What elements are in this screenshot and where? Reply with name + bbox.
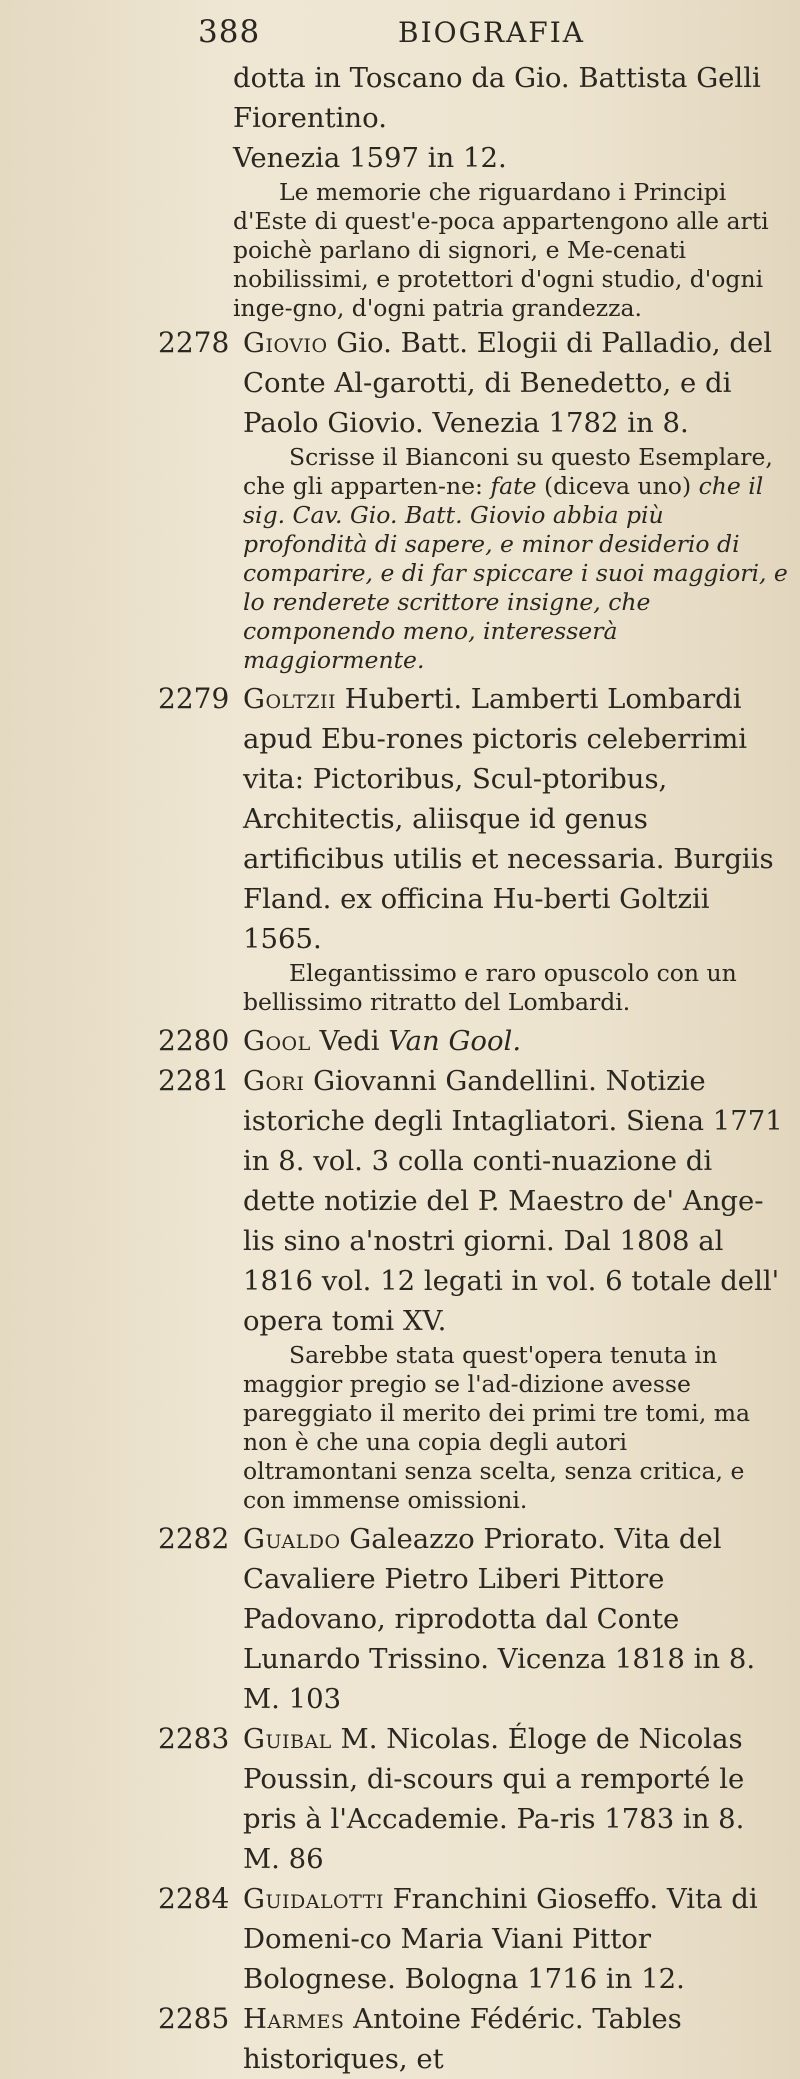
note-mid: (diceva uno)	[543, 472, 692, 500]
entry-number: 2280	[158, 1024, 230, 1057]
entry-author: Guidalotti	[243, 1883, 384, 1915]
entry-number: 2284	[158, 1882, 230, 1915]
entry-number: 2278	[158, 326, 230, 359]
catalog-entry	[0, 1021, 800, 1061]
entry-title: Huberti. Lamberti Lombardi apud Ebu-rones pictoris celeberrimi vita: Pictoribus, Scul-ptoribus, Architectis, aliisque id genus artificibus utilis et necessaria. Burgiis Fland. ex officina Hu-berti Goltzii 1565.	[243, 683, 774, 955]
entry-text	[243, 1719, 790, 1879]
running-title: BIOGRAFIA	[398, 16, 585, 49]
note-fate: fate	[490, 472, 537, 500]
catalog-entry	[0, 1061, 800, 1341]
catalog-entry	[0, 1719, 800, 1879]
entry-text	[243, 1879, 790, 1999]
page-body	[0, 58, 800, 2079]
entry-number: 2283	[158, 1722, 230, 1755]
entry-title: Gio. Batt. Elogii di Palladio, del Conte Al-garotti, di Benedetto, e di Paolo Giovio. Venezia 1782 in 8.	[243, 327, 773, 439]
entry-number: 2282	[158, 1522, 230, 1555]
note-intro: Scrisse il Bianconi su questo Esemplare, che gli apparten-ne:	[243, 443, 773, 500]
entry-text	[243, 679, 790, 959]
entry-text	[243, 1999, 790, 2079]
entry-author: Giovio	[243, 327, 328, 359]
entry-title: Giovanni Gandellini. Notizie istoriche degli Intagliatori. Siena 1771 in 8. vol. 3 colla conti-nuazione di dette notizie del P. Maestro de' Ange-lis sino a'nostri giorni. Dal 1808 al 1816 vol. 12 legati in vol. 6 totale dell' opera tomi XV.	[243, 1065, 783, 1337]
entry-title: Franchini Gioseffo. Vita di Domeni-co Maria Viani Pittor Bolognese. Bologna 1716 in 12.	[243, 1883, 758, 1995]
entry-text	[243, 1061, 790, 1341]
entry-author: Gualdo	[243, 1523, 341, 1555]
page-header	[0, 14, 800, 54]
entry-text	[243, 1519, 790, 1719]
entry-number: 2285	[158, 2002, 230, 2035]
entry-author: Goltzii	[243, 683, 336, 715]
continuation-line: dotta in Toscano da Gio. Battista Gelli Fiorentino.	[233, 62, 761, 134]
entry-title-italic: Van Gool.	[388, 1025, 522, 1057]
entry-text	[243, 323, 790, 443]
entry-note: Elegantissimo e raro opuscolo con un bellissimo ritratto del Lombardi.	[243, 959, 737, 1016]
entry-number: 2281	[158, 1064, 230, 1097]
entry-title: Antoine Fédéric. Tables historiques, et	[243, 2003, 682, 2075]
entry-title: Vedi	[319, 1025, 380, 1057]
entry-author: Gori	[243, 1065, 305, 1097]
entry-text	[243, 1021, 790, 1061]
continuation-line: Venezia 1597 in 12.	[233, 142, 507, 174]
catalog-entry	[0, 1519, 800, 1719]
entry-author: Guibal	[243, 1723, 332, 1755]
catalog-entry	[0, 679, 800, 959]
entry-note: Le memorie che riguardano i Principi d'Este di quest'e-poca appartengono alle arti poichè parlano di signori, e Me-cenati nobilissimi, e protettori d'ogni studio, d'ogni inge-gno, d'ogni patria grandezza.	[233, 178, 769, 322]
entry-title: M. Nicolas. Éloge de Nicolas Poussin, di-scours qui a remporté le pris à l'Accademie. Pa-ris 1783 in 8. M. 86	[243, 1723, 745, 1875]
entry-title: Galeazzo Priorato. Vita del Cavaliere Pietro Liberi Pittore Padovano, riprodotta dal Conte Lunardo Trissino. Vicenza 1818 in 8. M. 103	[243, 1523, 756, 1715]
catalog-entry	[0, 1999, 800, 2079]
catalog-entry	[0, 1879, 800, 1999]
entry-author: Gool	[243, 1025, 311, 1057]
note-quote: che il sig. Cav. Gio. Batt. Giovio abbia più profondità di sapere, e minor desiderio di comparire, e di far spiccare i suoi maggiori, e lo renderete scrittore insigne, che componendo meno, interesserà maggiormente.	[243, 472, 788, 674]
entry-author: Harmes	[243, 2003, 345, 2035]
entry-note: Sarebbe stata quest'opera tenuta in maggior pregio se l'ad-dizione avesse pareggiato il merito dei primi tre tomi, ma non è che una copia degli autori oltramontani senza scelta, senza critica, e con immense omissioni.	[243, 1341, 751, 1514]
page-number: 388	[198, 14, 261, 50]
catalog-entry	[0, 323, 800, 443]
entry-note	[0, 443, 800, 675]
entry-number: 2279	[158, 682, 230, 715]
